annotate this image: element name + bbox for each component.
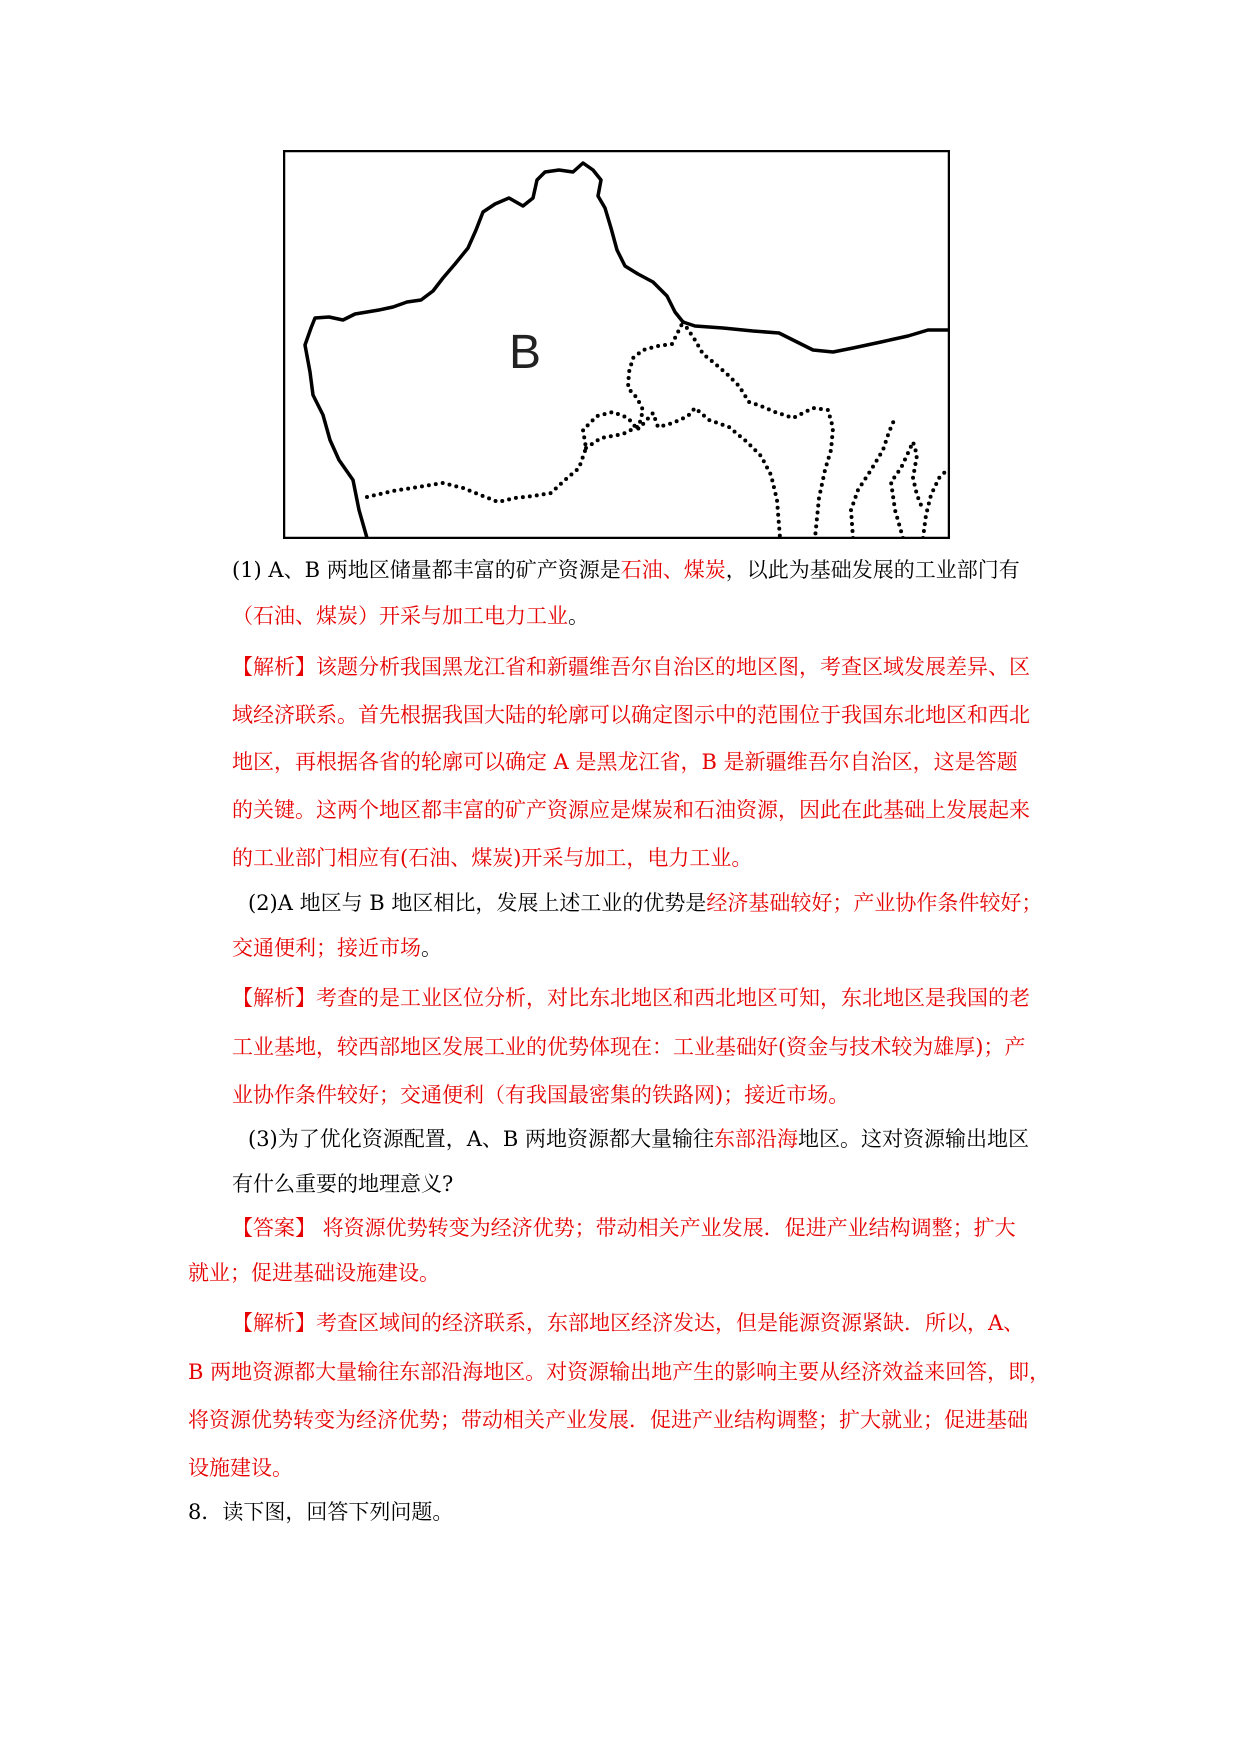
question-2-answer-part-1: 经济基础较好；产业协作条件较好； xyxy=(706,891,1043,915)
question-3-line-2: 有什么重要的地理意义? xyxy=(232,1172,454,1196)
explanation-2-line-3: 业协作条件较好；交通便利（有我国最密集的铁路网)；接近市场。 xyxy=(232,1083,850,1107)
question-1-text: (1) A、B 两地区储量都丰富的矿产资源是 xyxy=(232,558,621,582)
explanation-3-line-2: B 两地资源都大量输往东部沿海地区。对资源输出地产生的影响主要从经济效益来回答，即， xyxy=(188,1360,1051,1384)
explanation-2-tag: 【解析】 xyxy=(232,986,316,1010)
question-3-text: (3)为了优化资源配置，A、B 两地资源都大量输往 xyxy=(248,1127,715,1151)
explanation-3-tag: 【解析】 xyxy=(232,1311,316,1335)
explanation-3-text: 考查区域间的经济联系，东部地区经济发达，但是能源资源紧缺．所以，A、 xyxy=(316,1311,1025,1335)
explanation-2-text: 考查的是工业区位分析，对比东北地区和西北地区可知，东北地区是我国的老 xyxy=(316,986,1030,1010)
explanation-1-text: 该题分析我国黑龙江省和新疆维吾尔自治区的地区图，考查区域发展差异、区 xyxy=(316,655,1030,679)
explanation-2-line-1 xyxy=(232,983,1030,1013)
question-2-line-1 xyxy=(248,888,1042,918)
explanation-1-line-1 xyxy=(232,652,1030,682)
answer-3-line-2: 就业；促进基础设施建设。 xyxy=(188,1261,440,1285)
answer-3-text: 将资源优势转变为经济优势；带动相关产业发展．促进产业结构调整；扩大 xyxy=(316,1216,1016,1240)
question-1-answer-minerals: 石油、煤炭 xyxy=(620,558,726,582)
question-1-line-2 xyxy=(232,601,589,631)
question-2-end: 。 xyxy=(421,936,442,960)
answer-3-tag: 【答案】 xyxy=(232,1216,316,1240)
question-2-answer-part-2: 交通便利；接近市场 xyxy=(232,936,421,960)
explanation-3-line-3: 将资源优势转变为经济优势；带动相关产业发展．促进产业结构调整；扩大就业；促进基础 xyxy=(188,1408,1028,1432)
question-1-end: 。 xyxy=(568,604,589,628)
question-1-text-middle: ，以此为基础发展的工业部门有 xyxy=(725,558,1020,582)
explanation-3-line-4: 设施建设。 xyxy=(188,1456,293,1480)
region-map-figure xyxy=(283,150,950,539)
explanation-1-tag: 【解析】 xyxy=(232,655,316,679)
question-2-line-2 xyxy=(232,933,442,963)
question-3-line-1 xyxy=(248,1124,1029,1154)
answer-3-line-1 xyxy=(232,1213,1016,1243)
map-frame xyxy=(284,151,949,538)
explanation-3-line-1 xyxy=(232,1308,1024,1338)
question-1-line-1 xyxy=(232,555,1020,585)
explanation-1-line-4: 的关键。这两个地区都丰富的矿产资源应是煤炭和石油资源，因此在此基础上发展起来 xyxy=(232,798,1030,822)
question-8-prompt: 8．读下图，回答下列问题。 xyxy=(188,1500,454,1524)
question-3-answer: 东部沿海 xyxy=(714,1127,799,1151)
question-2-text: (2)A 地区与 B 地区相比，发展上述工业的优势是 xyxy=(248,891,707,915)
explanation-1-line-2: 域经济联系。首先根据我国大陆的轮廓可以确定图示中的范围位于我国东北地区和西北 xyxy=(232,703,1030,727)
map-label-b: B xyxy=(508,326,542,379)
question-3-text-suffix: 地区。这对资源输出地区 xyxy=(798,1127,1030,1151)
explanation-1-line-5: 的工业部门相应有(石油、煤炭)开采与加工，电力工业。 xyxy=(232,846,753,870)
question-1-answer-industries: （石油、煤炭）开采与加工电力工业 xyxy=(232,604,568,628)
explanation-1-line-3: 地区，再根据各省的轮廓可以确定 A 是黑龙江省，B 是新疆维吾尔自治区，这是答题 xyxy=(232,750,1018,774)
explanation-2-line-2: 工业基地，较西部地区发展工业的优势体现在：工业基础好(资金与技术较为雄厚)；产 xyxy=(232,1035,1026,1059)
